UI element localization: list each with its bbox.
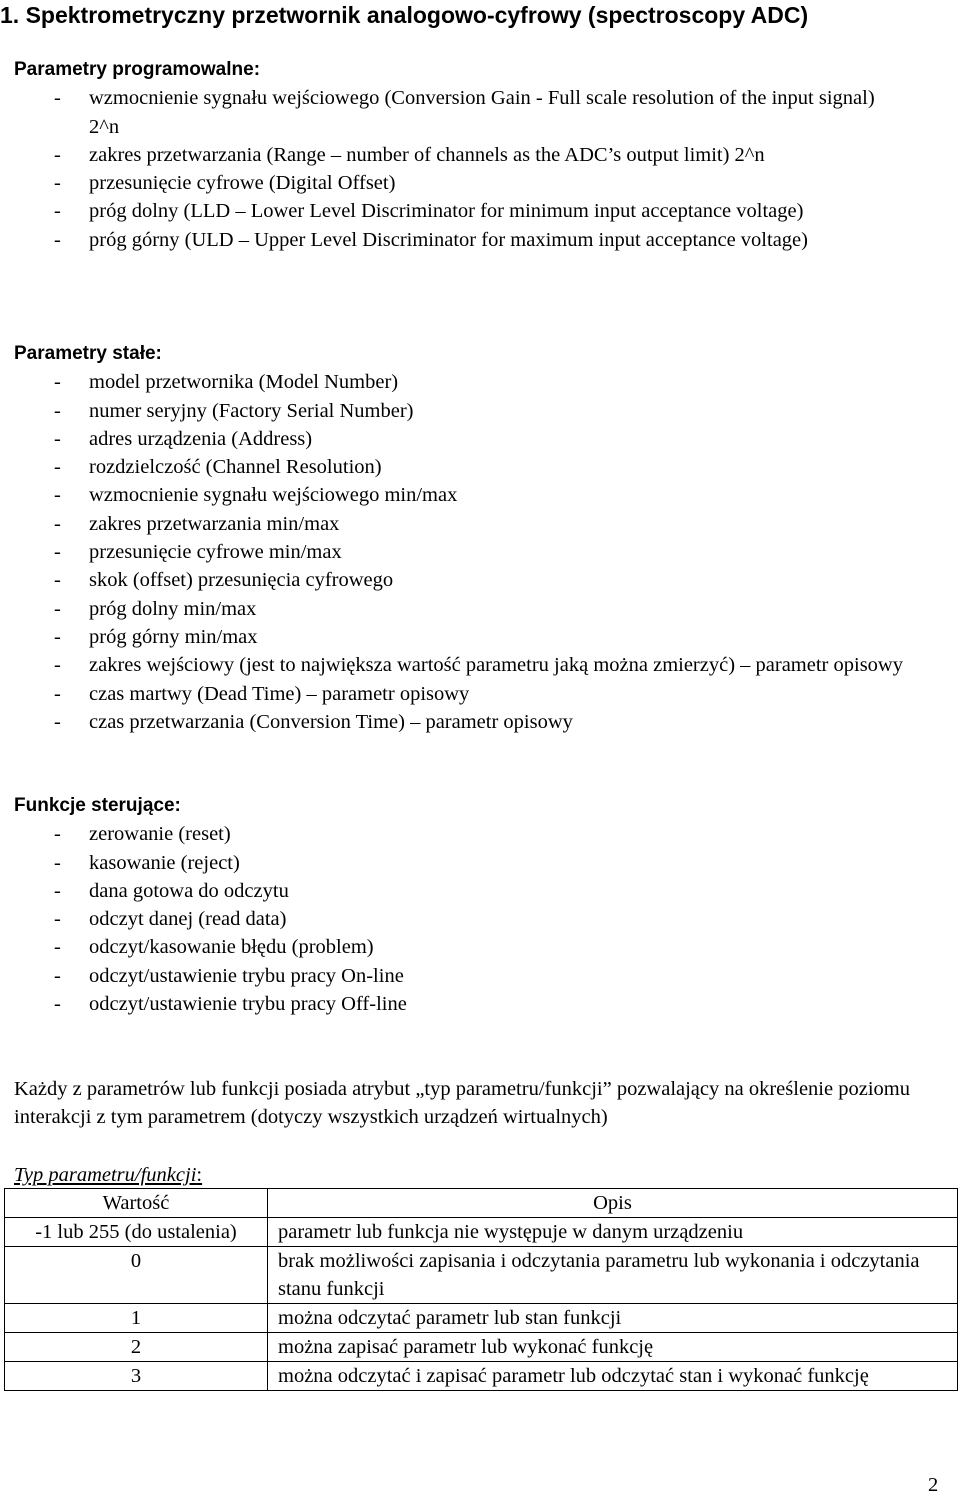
table-caption-text: Typ parametru/funkcji: [14, 1164, 197, 1186]
list-item-text: odczyt danej (read data): [89, 908, 287, 931]
list-item-text: próg górny (ULD – Upper Level Discriminator for maximum input acceptance voltage): [89, 228, 808, 251]
table-row: [5, 1333, 958, 1362]
item-list: [14, 820, 904, 1018]
list-item: [14, 623, 904, 651]
list-item: [14, 425, 904, 453]
bullet-dash: -: [54, 597, 61, 620]
list-item: [14, 849, 904, 877]
bullet-dash: -: [54, 143, 61, 166]
list-item: [14, 680, 904, 708]
list-item: [14, 905, 904, 933]
page-heading: 1. Spektrometryczny przetwornik analogowo-cyfrowy (spectroscopy ADC): [0, 2, 809, 28]
bullet-dash: -: [54, 682, 61, 705]
table-caption-colon: :: [196, 1164, 203, 1186]
list-item-text: odczyt/ustawienie trybu pracy On-line: [89, 964, 404, 987]
bullet-dash: -: [54, 964, 61, 987]
table-row: [5, 1304, 958, 1333]
list-item: [14, 510, 904, 538]
bullet-dash: -: [54, 399, 61, 422]
list-item-text: numer seryjny (Factory Serial Number): [89, 399, 414, 422]
list-item-text: czas przetwarzania (Conversion Time) – parametr opisowy: [89, 710, 573, 733]
list-item-text: rozdzielczość (Channel Resolution): [89, 456, 382, 479]
list-item-text: wzmocnienie sygnału wejściowego (Conversion Gain - Full scale resolution of the input signal) 2^n: [89, 87, 875, 138]
bullet-dash: -: [54, 456, 61, 479]
section-title: Parametry programowalne:: [14, 59, 261, 80]
list-item-text: model przetwornika (Model Number): [89, 371, 399, 394]
list-item: [14, 990, 904, 1018]
bullet-dash: -: [54, 371, 61, 394]
list-item: [14, 651, 904, 679]
cell-value: 0: [5, 1247, 268, 1304]
bullet-dash: -: [54, 625, 61, 648]
section-programmable-params: [14, 56, 904, 254]
list-item: [14, 538, 904, 566]
bullet-dash: -: [54, 541, 61, 564]
item-list: [14, 84, 904, 254]
list-item-text: zakres wejściowy (jest to największa wartość parametru jaką można zmierzyć) – parametr opisowy: [89, 654, 903, 677]
list-item-text: kasowanie (reject): [89, 851, 240, 874]
bullet-dash: -: [54, 569, 61, 592]
bullet-dash: -: [54, 879, 61, 902]
bullet-dash: -: [54, 484, 61, 507]
list-item: [14, 397, 904, 425]
list-item-text: adres urządzenia (Address): [89, 427, 313, 450]
cell-description: można odczytać parametr lub stan funkcji: [268, 1304, 958, 1333]
list-item-text: czas martwy (Dead Time) – parametr opisowy: [89, 682, 470, 705]
bullet-dash: -: [54, 654, 61, 677]
cell-value: 3: [5, 1362, 268, 1391]
parameter-type-table: [4, 1188, 958, 1391]
cell-description: można odczytać i zapisać parametr lub odczytać stan i wykonać funkcję: [268, 1362, 958, 1391]
list-item: [14, 962, 904, 990]
list-item-text: skok (offset) przesunięcia cyfrowego: [89, 569, 394, 592]
list-item-text: zakres przetwarzania min/max: [89, 512, 340, 535]
table-header-row: [5, 1189, 958, 1218]
cell-value: 1: [5, 1304, 268, 1333]
bullet-dash: -: [54, 512, 61, 535]
list-item: [14, 481, 904, 509]
attribute-paragraph: Każdy z parametrów lub funkcji posiada atrybut „typ parametru/funkcji” pozwalający na określenie poziomu interakcji z tym parametrem (dotyczy wszystkich urządzeń wirtualnych): [14, 1078, 910, 1129]
list-item: [14, 566, 904, 594]
bullet-dash: -: [54, 851, 61, 874]
section-control-functions: [14, 792, 904, 1018]
table-row: [5, 1218, 958, 1247]
section-title: Parametry stałe:: [14, 343, 162, 364]
list-item: [14, 169, 904, 197]
list-item: [14, 595, 904, 623]
list-item: [14, 820, 904, 848]
column-header-value: Wartość: [5, 1189, 268, 1218]
list-item: [14, 84, 904, 141]
cell-value: 2: [5, 1333, 268, 1362]
list-item: [14, 226, 904, 254]
item-list: [14, 368, 904, 736]
bullet-dash: -: [54, 427, 61, 450]
list-item-text: wzmocnienie sygnału wejściowego min/max: [89, 484, 458, 507]
list-item: [14, 368, 904, 396]
bullet-dash: -: [54, 710, 61, 733]
bullet-dash: -: [54, 200, 61, 223]
bullet-dash: -: [54, 823, 61, 846]
bullet-dash: -: [54, 87, 61, 110]
bullet-dash: -: [54, 993, 61, 1016]
list-item-text: przesunięcie cyfrowe min/max: [89, 541, 342, 564]
list-item-text: odczyt/ustawienie trybu pracy Off-line: [89, 993, 407, 1016]
list-item-text: próg dolny min/max: [89, 597, 257, 620]
table-caption: [14, 1161, 202, 1189]
bullet-dash: -: [54, 228, 61, 251]
section-title: Funkcje sterujące:: [14, 795, 181, 816]
list-item-text: zerowanie (reset): [89, 823, 231, 846]
bullet-dash: -: [54, 936, 61, 959]
list-item: [14, 708, 904, 736]
column-header-description: Opis: [268, 1189, 958, 1218]
list-item-text: dana gotowa do odczytu: [89, 879, 289, 902]
bullet-dash: -: [54, 908, 61, 931]
cell-value: -1 lub 255 (do ustalenia): [5, 1218, 268, 1247]
list-item-text: próg dolny (LLD – Lower Level Discriminator for minimum input acceptance voltage): [89, 200, 804, 223]
list-item-text: próg górny min/max: [89, 625, 258, 648]
list-item: [14, 877, 904, 905]
page-number: 2: [928, 1474, 939, 1496]
table-row: [5, 1362, 958, 1391]
cell-description: brak możliwości zapisania i odczytania parametru lub wykonania i odczytania stanu funkcji: [268, 1247, 958, 1304]
section-fixed-params: [14, 340, 904, 736]
list-item: [14, 141, 904, 169]
list-item: [14, 933, 904, 961]
cell-description: można zapisać parametr lub wykonać funkcję: [268, 1333, 958, 1362]
list-item-text: odczyt/kasowanie błędu (problem): [89, 936, 374, 959]
table-row: [5, 1247, 958, 1304]
cell-description: parametr lub funkcja nie występuje w danym urządzeniu: [268, 1218, 958, 1247]
list-item-text: zakres przetwarzania (Range – number of channels as the ADC’s output limit) 2^n: [89, 143, 765, 166]
bullet-dash: -: [54, 172, 61, 195]
list-item: [14, 453, 904, 481]
list-item: [14, 197, 904, 225]
list-item-text: przesunięcie cyfrowe (Digital Offset): [89, 172, 396, 195]
